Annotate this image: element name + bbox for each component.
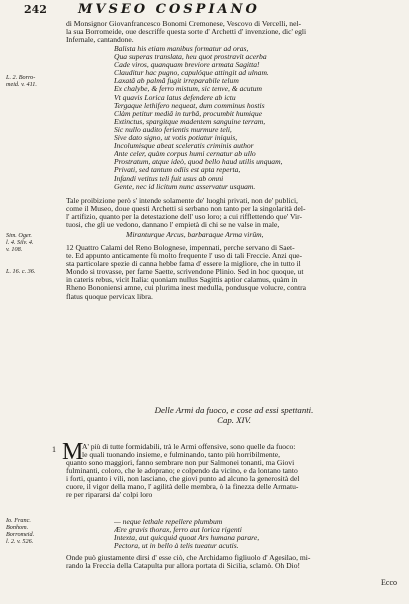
verse-line: Sive dato signo, ut votis potiatur iniquis, bbox=[114, 134, 238, 143]
text-line: re per ripararsi da' colpi loro bbox=[66, 491, 153, 500]
text-line: quanto sono maggiori, fanno sembrare non pur Salmonei tonanti, ma Giovi bbox=[66, 459, 295, 467]
text-line: tuosi, che gli ue vedono, dannano l' empietà di chi se ne valse in male, bbox=[66, 221, 280, 230]
verse-line: Qua superas translata, heu quot prostravit acerba bbox=[114, 53, 267, 62]
latin-verse-armor bbox=[66, 518, 409, 550]
margin-note-line: L. 16. c. 36. bbox=[6, 268, 36, 275]
text-line: Rheno Bononiensi amne, cui plurima inest medulla, pondusque volucre, contra bbox=[66, 284, 306, 293]
section-title: Delle Armi da fuoco, e cose ad essi spettanti. bbox=[154, 405, 314, 415]
page-header bbox=[10, 3, 401, 18]
verse-line: Prostratum, atque ideò, quod bello haud utilis unquam, bbox=[114, 158, 283, 167]
verse-line: Vt quavis Lorica latus defendere ab ictu bbox=[114, 93, 236, 102]
text-line: in cateris rebus, vicit Italia: quoniam nullus Sagittis aptior calamus, quàm in bbox=[66, 276, 298, 285]
verse-line: Clauditur hac pugno, capulóque attingit ad ulnam. bbox=[114, 69, 269, 78]
margin-note-bonhom bbox=[6, 517, 62, 545]
verse-line: Ex chalybe, & ferro mistum, sic tenve, & acutum bbox=[114, 85, 262, 94]
text-line: Tale proibizione però s' intende solamente de' luoghi privati, non de' publici, bbox=[66, 197, 298, 205]
page-number: 242 bbox=[24, 3, 47, 16]
verse-line: Infandi vetitus teli fuit usus ab omni bbox=[114, 174, 224, 183]
item-12-paragraph bbox=[66, 244, 402, 301]
margin-note-line: Borromeid. bbox=[6, 531, 35, 538]
drop-cap: M bbox=[62, 439, 84, 465]
verse-line: Gente, nec id licitum nunc asservatur usquam. bbox=[114, 182, 256, 191]
verse-line: Ante celer, quàm corpus humi cernatur ab ullo bbox=[114, 150, 256, 159]
margin-note-plinio bbox=[6, 268, 62, 275]
prohibition-paragraph bbox=[66, 197, 402, 229]
verse-line: Extinctus, spargitque madentem sanguine terram, bbox=[114, 117, 266, 126]
text-line: Onde può giustamente dirsi d' esse ciò, che Archidamo figliuolo d' Agesilao, mi- bbox=[66, 554, 311, 562]
margin-note-borromeide bbox=[6, 74, 62, 88]
verse-line: — neque lethale repellere plumbum bbox=[114, 518, 223, 526]
closing-paragraph bbox=[66, 554, 402, 570]
margin-note-line: Io. Franc. bbox=[6, 517, 31, 524]
text-line: Mondo si trovasse, per farne Saette, scrivendone Plinio. Sed in hoc quoque, ut bbox=[66, 268, 304, 277]
intro-paragraph bbox=[66, 20, 402, 44]
verse-line: Pectora, ut in bello à telis tueatur acutis. bbox=[114, 542, 239, 551]
verse-line: Cade viros, quanquam breviore armata Sagitta! bbox=[114, 61, 260, 70]
running-head: MVSEO COSPIANO bbox=[78, 2, 260, 17]
quoted-verse-line bbox=[66, 231, 409, 239]
verse-line: Ære gravis thorax, ferro aut lorica rigenti bbox=[114, 526, 242, 535]
text-line: 12 Quattro Calami del Reno Bolognese, impennati, perche servano di Saet- bbox=[66, 244, 295, 252]
text-line: le quali tuonando insieme, e fulminando, tanto più horribilmente, bbox=[82, 451, 281, 460]
text-line: sta particolare spezie di canna hebbe fama d' essere la migliore, che in tutto il bbox=[66, 260, 301, 269]
verse-line: Intexta, aut quicquid quoat Ars humana parare, bbox=[114, 534, 260, 543]
chapter-label: Cap. XIV. bbox=[217, 415, 251, 425]
text-line: flatus quoque pervicax libra. bbox=[66, 292, 153, 301]
text-line: fulminanti, coloro, che le adoprano; e colpendo da vicino, e da lontano tanto bbox=[66, 467, 298, 476]
verse-line: Laxatâ ab palmâ fugit irreparabile telum bbox=[114, 77, 239, 86]
verse-line: Balista his etiam manibus formatur ad oras, bbox=[114, 45, 249, 53]
margin-note-line: Sim. Oger. bbox=[6, 232, 32, 239]
latin-verse-borromeide bbox=[66, 45, 409, 191]
text-line: la sua Borromeide, oue descriffe questa sorte d' Archetti d' invenzione, dic' egli bbox=[66, 28, 307, 37]
verse-line: Clàm petitur mediâ in turbâ, procumbit humique bbox=[114, 109, 263, 118]
verse-line: Sic nullo audito ferientis murmure teli, bbox=[114, 125, 232, 134]
firearms-paragraph-cont bbox=[66, 459, 402, 499]
firearms-paragraph bbox=[82, 443, 402, 459]
text-line: l' artifizio, quanto per la detestazione dell' uso loro; a cui rifflettendo que' Vir- bbox=[66, 213, 303, 222]
margin-note-oger bbox=[6, 232, 62, 253]
text-line: Infernale, cantandone. bbox=[66, 36, 134, 45]
verse-line: Incolumisque abeat sceleratis criminis author bbox=[114, 142, 254, 151]
text-line: come il Museo, doue questi Archetti si serbano non tanto per la singolarità del- bbox=[66, 205, 306, 214]
verse-line: Privati, sed tantum odiis est apta reperta, bbox=[114, 166, 241, 175]
verse-line: Miranturque Arcus, barbaraque Arma virûm, bbox=[126, 231, 264, 239]
text-line: i forti, quanto i vili, non lasciano, che giovi punto ad alcuno la generosità del bbox=[66, 475, 300, 484]
margin-note-line: l. 4. Silv. 4. bbox=[6, 239, 34, 246]
margin-note-line: L. 2. Borro- bbox=[6, 74, 36, 81]
section-heading bbox=[66, 405, 402, 425]
margin-note-line: l. 2. v. 526. bbox=[6, 538, 34, 545]
text-line: A' più di tutte formidabili, trà le Armi offensive, sono quelle da fuoco: bbox=[82, 443, 296, 451]
margin-note-line: Bonhom. bbox=[6, 524, 29, 531]
catchword: Ecco bbox=[381, 578, 397, 587]
text-line: cuore, il vigor della mano, l' agilità delle membra, ò la finezza delle Armatu- bbox=[66, 483, 299, 492]
verse-line: Tergaque lethifero nequeat, dum comminus hostis bbox=[114, 101, 265, 110]
margin-note-line: meid. v. 411. bbox=[6, 81, 37, 88]
margin-note-line: v. 108. bbox=[6, 246, 23, 253]
section-number: 1 bbox=[52, 445, 56, 454]
text-line: rando la Freccia della Catapulta pur allora portata di Sicilia, sclamò. Oh Dio! bbox=[66, 562, 301, 571]
text-line: di Monsignor Giovanfrancesco Bonomi Cremonese, Vescovo di Vercelli, nel- bbox=[66, 20, 302, 28]
text-line: te. Ed appunto anticamente fù molto frequente l' uso di tali Freccie. Anzi que- bbox=[66, 252, 303, 261]
